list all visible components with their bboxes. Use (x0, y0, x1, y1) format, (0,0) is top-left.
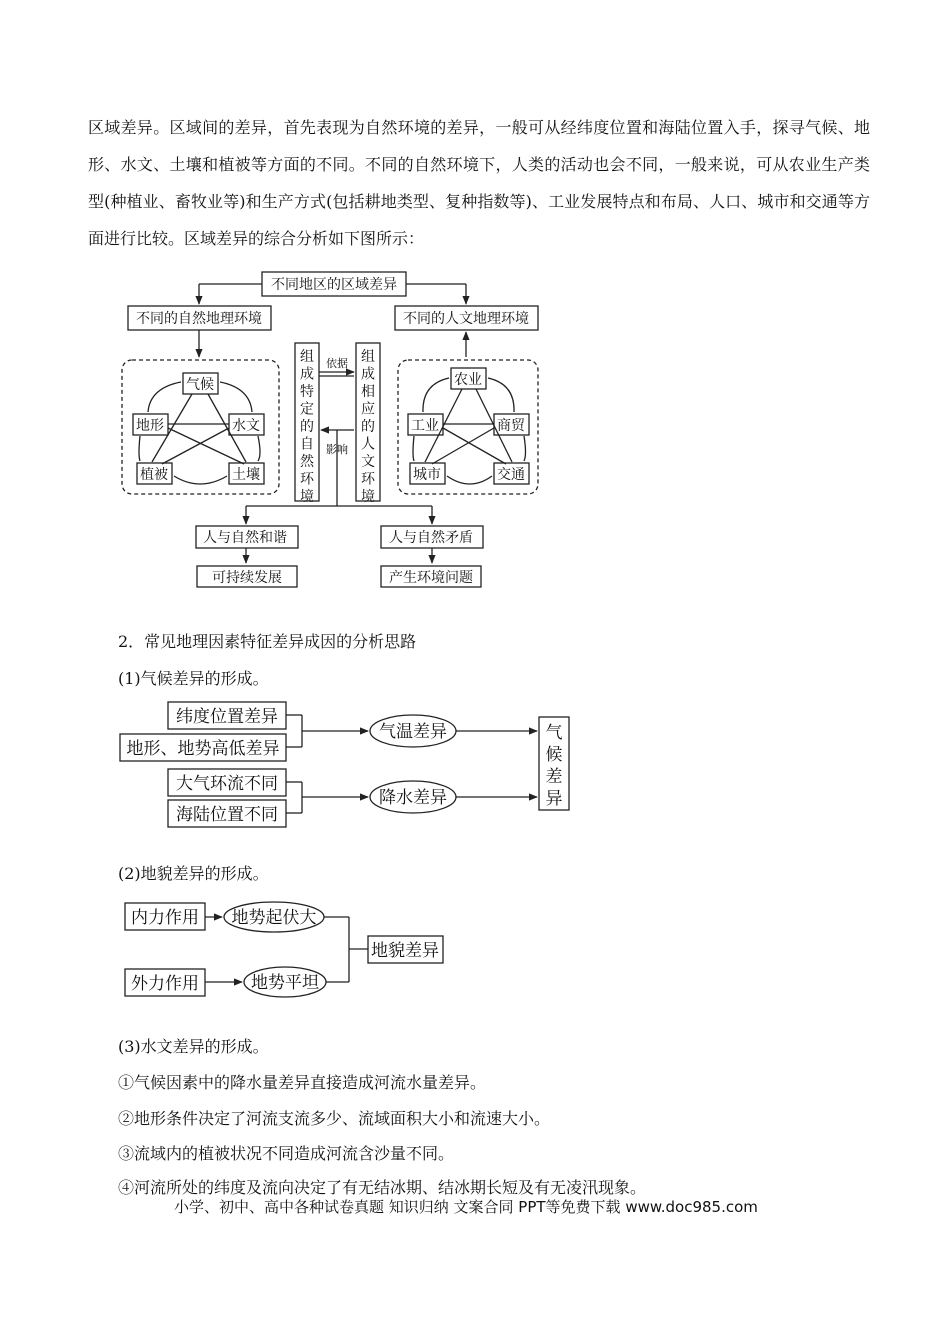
transport-label: 交通 (497, 467, 525, 483)
climate-result-text (546, 723, 563, 809)
circulation-label: 大气环流不同 (176, 774, 278, 794)
subheading-hydrology: (3)水文差异的形成。 (118, 1037, 269, 1056)
vertical-char: 应 (361, 401, 375, 418)
conflict-label: 人与自然矛盾 (389, 530, 473, 546)
agriculture-label: 农业 (454, 372, 482, 388)
land-sea-label: 海陆位置不同 (176, 805, 278, 825)
terrain-label: 地形 (136, 418, 164, 434)
svg-text:气: 气 (545, 723, 563, 743)
subheading-landform: (2)地貌差异的形成。 (118, 864, 269, 883)
industry-label: 工业 (411, 418, 439, 434)
env-problem-label: 产生环境问题 (389, 570, 473, 586)
vertical-char: 定 (300, 401, 314, 418)
human-composition-text (361, 349, 376, 505)
intro-paragraph: 区域差异。区域间的差异，首先表现为自然环境的差异，一般可从经纬度位置和海陆位置入手，探寻气候、地形、水文、土壤和植被等方面的不同。不同的自然环境下，人类的活动也会不同，一般来说，可从农业生产类型(种植业、畜牧业等)和生产方式(包括耕地类型、复种指数等)、工业发展特点和布局、人口、城市和交通等方面进行比较。区域差异的综合分析如下图所示： (88, 118, 870, 248)
human-env-label: 不同的人文地理环境 (403, 311, 529, 327)
vegetation-label: 植被 (140, 467, 168, 483)
list-item: ④河流所处的纬度及流向决定了有无结冰期、结冰期长短及有无凌汛现象。 (118, 1178, 647, 1197)
natural-env-label: 不同的自然地理环境 (136, 311, 262, 327)
svg-text:差: 差 (545, 767, 563, 787)
rugged-label: 地势起伏大 (231, 908, 317, 928)
vertical-char: 文 (361, 454, 375, 470)
terrain-height-label: 地形、地势高低差异 (126, 739, 280, 759)
subheading-climate: (1)气候差异的形成。 (118, 669, 269, 688)
vertical-char: 特 (300, 384, 314, 400)
list-item: ②地形条件决定了河流支流多少、流域面积大小和流速大小。 (118, 1109, 551, 1128)
soil-label: 土壤 (232, 467, 260, 483)
vertical-char: 环 (361, 471, 375, 488)
vertical-char: 境 (300, 489, 314, 505)
vertical-char: 的 (361, 419, 375, 435)
sustainable-label: 可持续发展 (212, 570, 282, 586)
vertical-char: 成 (361, 366, 375, 383)
svg-text:异: 异 (545, 789, 563, 809)
page-footer: 小学、初中、高中各种试卷真题 知识归纳 文案合同 PPT等免费下载 www.doc985.com (174, 1198, 758, 1216)
vertical-char: 相 (361, 384, 375, 400)
vertical-char: 自 (300, 436, 314, 453)
list-item: ③流域内的植被状况不同造成河流含沙量不同。 (118, 1144, 455, 1163)
flat-label: 地势平坦 (251, 973, 319, 993)
city-label: 城市 (413, 467, 441, 483)
internal-force-label: 内力作用 (131, 908, 199, 928)
section-heading: 2．常见地理因素特征差异成因的分析思路 (118, 632, 417, 651)
landform-result-label: 地貌差异 (371, 941, 439, 961)
climate-label: 气候 (186, 377, 214, 393)
region-diff-label: 不同地区的区域差异 (271, 277, 397, 293)
vertical-char: 的 (300, 419, 314, 435)
svg-text:候: 候 (545, 745, 563, 765)
vertical-char: 成 (300, 366, 314, 383)
external-force-label: 外力作用 (131, 974, 199, 994)
vertical-char: 人 (361, 436, 375, 453)
hydrology-label: 水文 (232, 418, 260, 434)
vertical-char: 然 (300, 454, 314, 470)
vertical-char: 环 (300, 471, 314, 488)
vertical-char: 组 (300, 349, 314, 365)
influence-label: 影响 (326, 443, 348, 456)
temperature-label: 气温差异 (379, 722, 447, 742)
precipitation-label: 降水差异 (379, 788, 447, 808)
basis-label: 依据 (326, 357, 348, 370)
commerce-label: 商贸 (497, 418, 525, 434)
latitude-label: 纬度位置差异 (176, 707, 278, 727)
vertical-char: 组 (361, 349, 375, 365)
harmony-label: 人与自然和谐 (203, 530, 287, 546)
vertical-char: 境 (361, 489, 375, 505)
list-item: ①气候因素中的降水量差异直接造成河流水量差异。 (118, 1073, 487, 1092)
natural-composition-text (300, 349, 315, 505)
